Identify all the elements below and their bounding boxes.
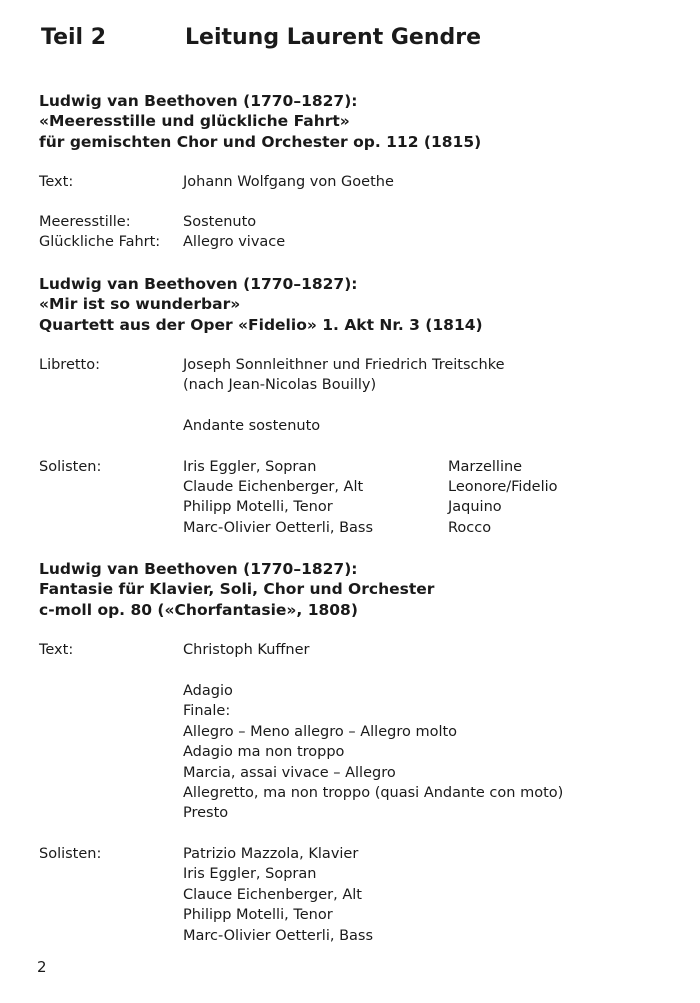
soloist-name: Marc-Olivier Oetterli, Bass <box>183 520 374 536</box>
tempo-marking: Andante sostenuto <box>183 418 321 434</box>
tempo-marking: Marcia, assai vivace – Allegro <box>183 765 396 781</box>
soloist-name: Iris Eggler, Sopran <box>183 866 317 882</box>
libretto-label: Libretto: <box>39 357 101 373</box>
movement-tempo: Allegro vivace <box>183 234 286 250</box>
work-composer: Ludwig van Beethoven (1770–1827): <box>39 560 358 578</box>
soloist-name: Philipp Motelli, Tenor <box>183 907 333 923</box>
work-subtitle: Quartett aus der Oper «Fidelio» 1. Akt Nr. 3 (1814) <box>39 315 483 334</box>
work-subtitle: für gemischten Chor und Orchester op. 112 (1815) <box>39 132 482 151</box>
soloist-name: Patrizio Mazzola, Klavier <box>183 846 359 862</box>
tempo-marking: Adagio ma non troppo <box>183 744 345 760</box>
work-heading <box>39 559 434 620</box>
work-title: Fantasie für Klavier, Soli, Chor und Orchester <box>39 580 435 599</box>
tempo-marking: Adagio <box>183 683 233 699</box>
part-title: Teil 2 <box>41 25 107 50</box>
movement-label: Meeresstille: <box>39 214 131 230</box>
soloist-role: Leonore/Fidelio <box>448 479 558 495</box>
text-value: Johann Wolfgang von Goethe <box>183 174 394 190</box>
soloist-name: Claude Eichenberger, Alt <box>183 479 364 495</box>
text-label: Text: <box>39 174 74 190</box>
soloists-label: Solisten: <box>39 459 102 475</box>
movement-label: Glückliche Fahrt: <box>39 234 161 250</box>
work-subtitle: c-moll op. 80 («Chorfantasie», 1808) <box>39 600 358 619</box>
libretto-value: Joseph Sonnleithner und Friedrich Treitschke <box>183 357 505 373</box>
work-composer: Ludwig van Beethoven (1770–1827): <box>39 275 358 293</box>
work-heading <box>39 274 483 335</box>
soloist-role: Marzelline <box>448 459 523 475</box>
soloist-role: Jaquino <box>448 499 502 515</box>
conductor-title: Leitung Laurent Gendre <box>185 25 482 50</box>
work-title: «Mir ist so wunderbar» <box>39 295 241 314</box>
work-composer: Ludwig van Beethoven (1770–1827): <box>39 92 358 110</box>
soloist-role: Rocco <box>448 520 492 536</box>
movement-tempo: Sostenuto <box>183 214 257 230</box>
soloists-label: Solisten: <box>39 846 102 862</box>
work-title: «Meeresstille und glückliche Fahrt» <box>39 112 350 131</box>
soloist-name: Philipp Motelli, Tenor <box>183 499 333 515</box>
text-value: Christoph Kuffner <box>183 642 310 658</box>
tempo-marking: Presto <box>183 805 229 821</box>
soloist-name: Marc-Olivier Oetterli, Bass <box>183 928 374 944</box>
libretto-source: (nach Jean-Nicolas Bouilly) <box>183 377 377 393</box>
tempo-marking: Allegretto, ma non troppo (quasi Andante con moto) <box>183 785 564 801</box>
page-number: 2 <box>37 958 47 976</box>
text-label: Text: <box>39 642 74 658</box>
tempo-marking: Finale: <box>183 703 231 719</box>
work-heading <box>39 91 481 152</box>
soloist-name: Clauce Eichenberger, Alt <box>183 887 362 903</box>
page-header <box>41 25 481 50</box>
soloist-name: Iris Eggler, Sopran <box>183 459 317 475</box>
tempo-marking: Allegro – Meno allegro – Allegro molto <box>183 724 458 740</box>
